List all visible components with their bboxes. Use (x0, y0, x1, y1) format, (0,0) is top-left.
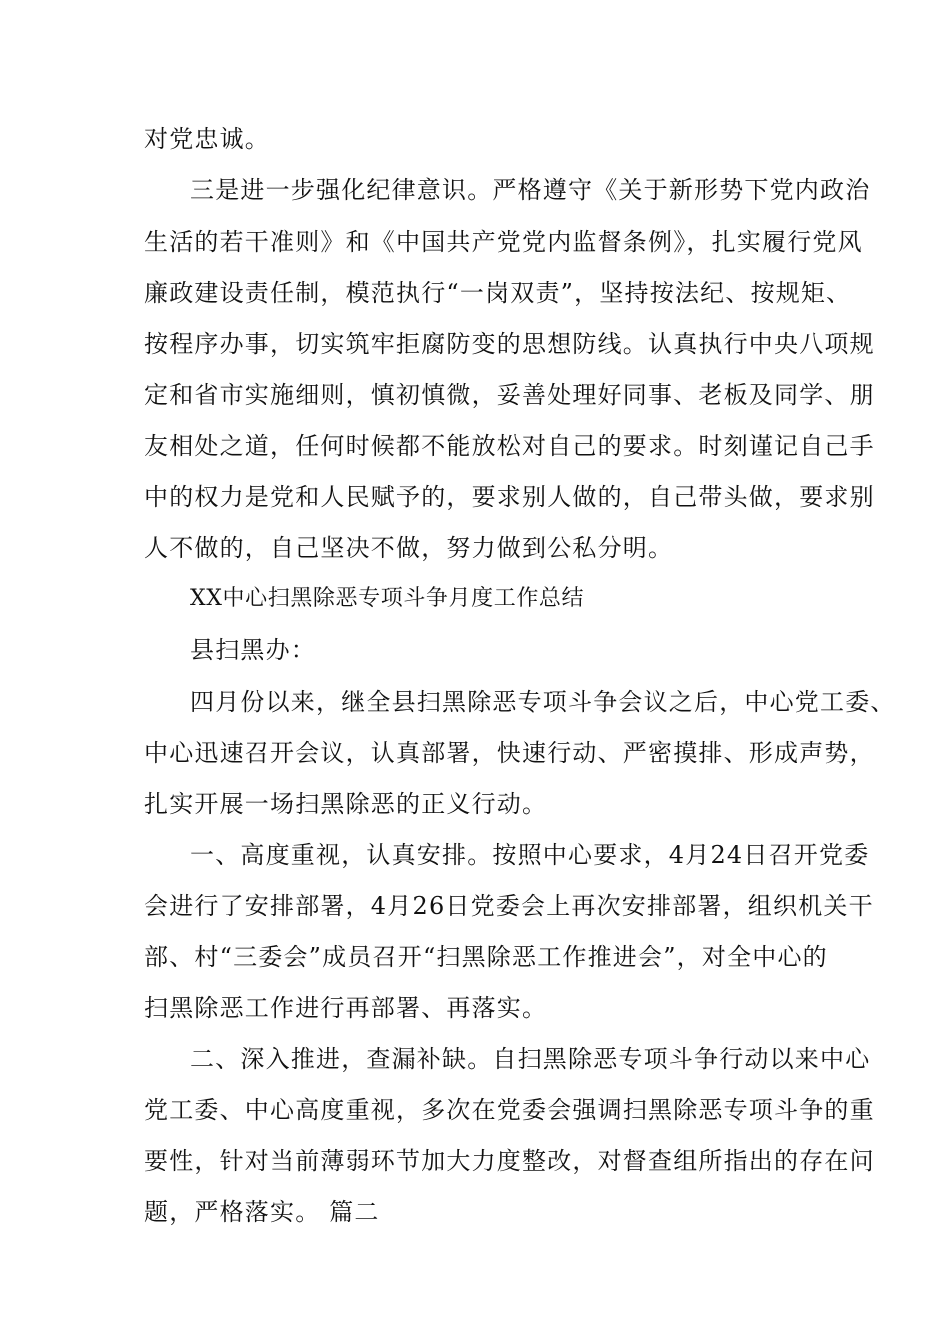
section-title: XX中心扫黑除恶专项斗争月度工作总结 (190, 586, 585, 611)
text-line: 对党忠诚。 (144, 125, 270, 153)
paragraph-first-line: 三是进一步强化纪律意识。严格遵守《关于新形势下党内政治 (190, 176, 871, 204)
text-line: 扫黑除恶工作进行再部署、再落实。 (144, 994, 548, 1022)
paragraph-first-line: 四月份以来，继全县扫黑除恶专项斗争会议之后，中心党工委、 (190, 688, 896, 716)
text-line: 会进行了安排部署，4月26日党委会上再次安排部署，组织机关干 (144, 892, 874, 920)
text-line: 中心迅速召开会议，认真部署，快速行动、严密摸排、形成声势， (144, 739, 875, 767)
text-line: 定和省市实施细则，慎初慎微，妥善处理好同事、老板及同学、朋 (144, 381, 875, 409)
paragraph-first-line: 二、深入推进，查漏补缺。自扫黑除恶专项斗争行动以来中心 (190, 1045, 871, 1073)
salutation: 县扫黑办： (190, 636, 316, 664)
text-line: 中的权力是党和人民赋予的，要求别人做的，自己带头做，要求别 (144, 483, 875, 511)
text-line: 要性，针对当前薄弱环节加大力度整改，对督查组所指出的存在问 (144, 1147, 875, 1175)
paragraph-first-line: 一、高度重视，认真安排。按照中心要求，4月24日召开党委 (190, 841, 870, 869)
text-line: 扎实开展一场扫黑除恶的正义行动。 (144, 790, 548, 818)
text-line: 生活的若干准则》和《中国共产党党内监督条例》，扎实履行党风 (144, 228, 863, 256)
text-line: 按程序办事，切实筑牢拒腐防变的思想防线。认真执行中央八项规 (144, 330, 875, 358)
text-line: 廉政建设责任制，模范执行“一岗双责”，坚持按法纪、按规矩、 (144, 279, 852, 307)
text-line: 题，严格落实。 篇二 (144, 1198, 380, 1226)
text-line: 人不做的，自己坚决不做，努力做到公私分明。 (144, 534, 674, 562)
text-line: 部、村“三委会”成员召开“扫黑除恶工作推进会”，对全中心的 (144, 943, 828, 971)
text-line: 友相处之道，任何时候都不能放松对自己的要求。时刻谨记自己手 (144, 432, 875, 460)
text-line: 党工委、中心高度重视，多次在党委会强调扫黑除恶专项斗争的重 (144, 1096, 875, 1124)
